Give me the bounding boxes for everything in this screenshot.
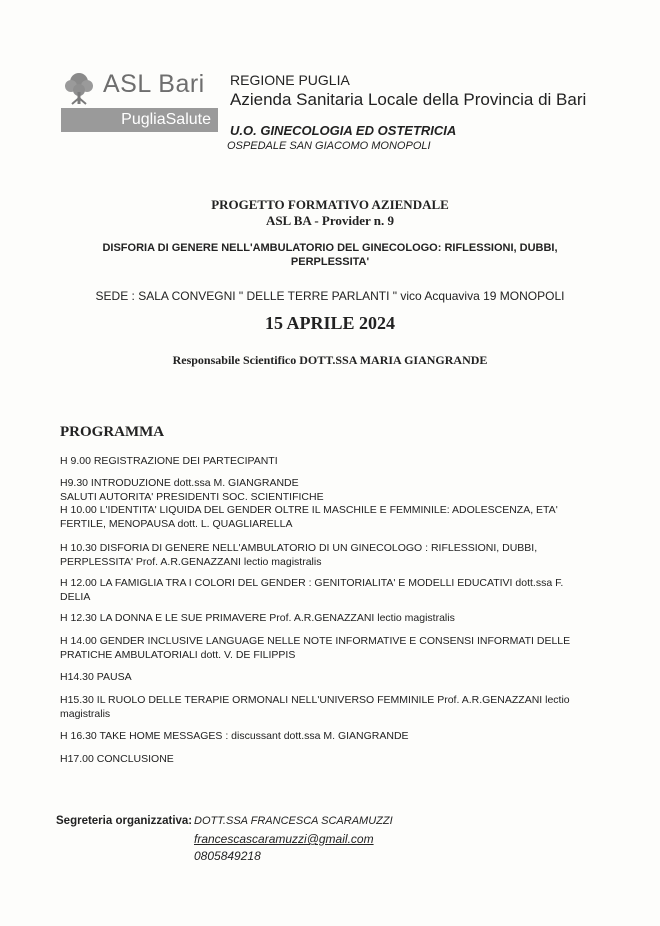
program-item: H14.30 PAUSA (60, 671, 132, 683)
hospital-name: OSPEDALE SAN GIACOMO MONOPOLI (227, 140, 431, 152)
region-name: REGIONE PUGLIA (230, 72, 350, 88)
program-item: H15.30 IL RUOLO DELLE TERAPIE ORMONALI NELL'UNIVERSO FEMMINILE Prof. A.R.GENAZZANI lectio magistralis (60, 694, 570, 720)
program-item: H 9.00 REGISTRAZIONE DEI PARTECIPANTI (60, 455, 278, 467)
secretariat-label: Segreteria organizzativa: (56, 815, 193, 827)
secretariat-name: DOTT.SSA FRANCESCA SCARAMUZZI (194, 815, 393, 827)
program-item: H 12.00 LA FAMIGLIA TRA I COLORI DEL GENDER : GENITORIALITA' E MODELLI EDUCATIVI dott.ssa F. DELIA (60, 577, 564, 603)
program-item: H9.30 INTRODUZIONE dott.ssa M. GIANGRANDE SALUTI AUTORITA' PRESIDENTI SOC. SCIENTIFICHE (60, 477, 324, 503)
program-item: H 10.30 DISFORIA DI GENERE NELL'AMBULATORIO DI UN GINECOLOGO : RIFLESSIONI, DUBBI, PERPLESSITA' Prof. A.R.GENAZZANI lectio magistralis (60, 542, 538, 568)
scientific-responsible: Responsabile Scientifico DOTT.SSA MARIA GIANGRANDE (172, 353, 488, 367)
logo-title: ASL Bari (103, 70, 205, 98)
project-line2: ASL BA - Provider n. 9 (265, 213, 395, 228)
program-item: H17.00 CONCLUSIONE (60, 753, 174, 765)
secretariat-phone: 0805849218 (194, 849, 261, 863)
asl-logo (61, 70, 218, 132)
event-date: 15 APRILE 2024 (264, 313, 396, 333)
unit-name: U.O. GINECOLOGIA ED OSTETRICIA (230, 123, 457, 138)
tree-icon (61, 70, 97, 106)
logo-subtitle: PugliaSalute (121, 111, 211, 128)
program-item: H 12.30 LA DONNA E LE SUE PRIMAVERE Prof. A.R.GENAZZANI lectio magistralis (60, 612, 455, 624)
event-venue: SEDE : SALA CONVEGNI " DELLE TERRE PARLANTI " vico Acquaviva 19 MONOPOLI (95, 289, 565, 303)
event-title: DISFORIA DI GENERE NELL'AMBULATORIO DEL GINECOLOGO: RIFLESSIONI, DUBBI, PERPLESSITA' (102, 242, 558, 268)
authority-name: Azienda Sanitaria Locale della Provincia di Bari (230, 90, 587, 109)
program-item: H 14.00 GENDER INCLUSIVE LANGUAGE NELLE NOTE INFORMATIVE E CONSENSI INFORMATI DELLE PRATICHE AMBULATORIALI dott. V. DE FILIPPIS (60, 635, 571, 661)
project-line1: PROGETTO FORMATIVO AZIENDALE (211, 197, 449, 212)
program-item: H 10.00 L'IDENTITA' LIQUIDA DEL GENDER OLTRE IL MASCHILE E FEMMINILE: ADOLESCENZA, ETA' FERTILE, MENOPAUSA dott. L. QUAGLIARELLA (60, 504, 558, 530)
secretariat-email[interactable]: francescascaramuzzi@gmail.com (194, 832, 374, 846)
program-heading: PROGRAMMA (60, 424, 165, 440)
program-item: H 16.30 TAKE HOME MESSAGES : discussant dott.ssa M. GIANGRANDE (60, 730, 409, 742)
